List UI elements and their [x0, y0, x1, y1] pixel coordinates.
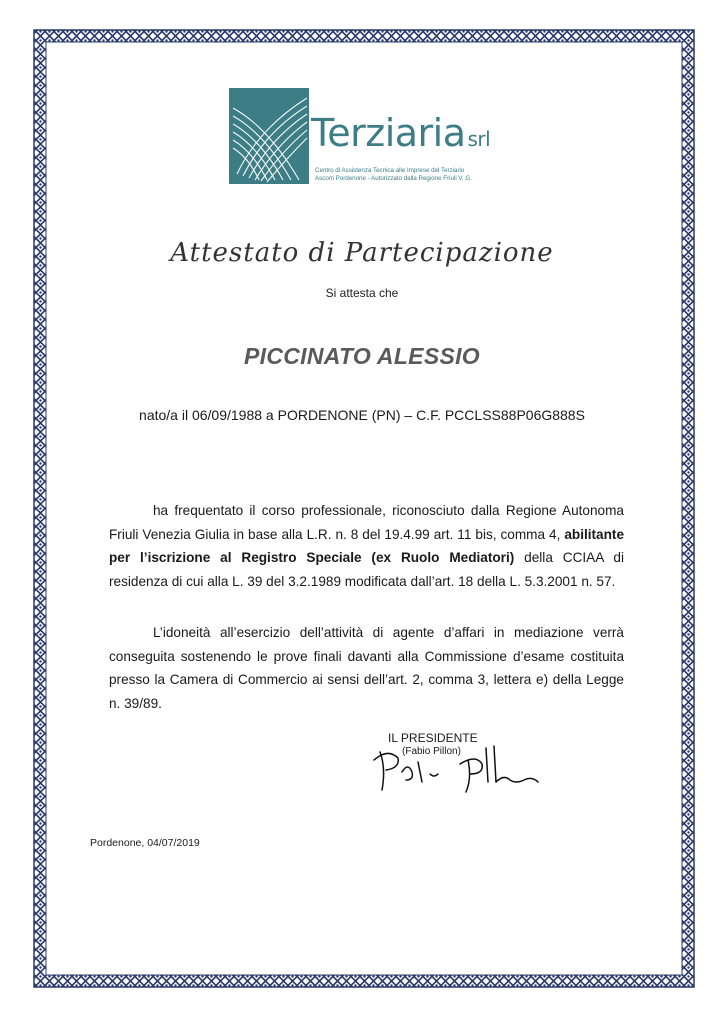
terziaria-mesh-icon [229, 88, 309, 184]
signatory-name: (Fabio Pillon) [402, 746, 461, 757]
certificate-title: Attestato di Partecipazione [170, 238, 554, 268]
birth-details: nato/a il 06/09/1988 a PORDENONE (PN) – C.F. PCCLSS88P06G888S [139, 407, 585, 423]
intro-text: Si attesta che [325, 286, 399, 300]
course-paragraph [109, 499, 624, 593]
handwritten-signature [368, 738, 548, 798]
recipient-name: PICCINATO ALESSIO [244, 343, 480, 369]
logo-wordmark [311, 111, 491, 155]
course-text-start: ha frequentato il corso professionale, riconosciuto dalla Regione Autonoma Friuli Venezia Giulia in base alla L.R. n. 8 del 19.4.99 art. 11 bis, comma 4, [109, 503, 624, 542]
terziaria-logo [229, 88, 494, 184]
exam-text: L’idoneità all’esercizio dell’attività di agente d’affari in mediazione verrà conseguita sostenendo le prove finali davanti alla Commissione d’esame costituita presso la Camera di Commercio ai sensi dell’art. 2, comma 3, lettera e) della Legge n. 39/89. [109, 625, 624, 711]
logo-tagline [315, 167, 472, 183]
exam-paragraph [109, 621, 624, 715]
logo-tagline-2: Ascom Pordenone - Autorizzato dalla Regione Friuli V. G. [315, 175, 472, 182]
logo-suffix: srl [467, 127, 491, 151]
course-text-end: della CCIAA di residenza di cui alla L. 39 del 3.2.1989 modificata dall’art. 18 della L. 5.3.2001 n. 57. [109, 550, 624, 589]
logo-tagline-1: Centro di Assistenza Tecnica alle Imprese del Terziario [315, 167, 465, 174]
place-and-date: Pordenone, 04/07/2019 [90, 837, 200, 849]
signatory-role: IL PRESIDENTE [388, 731, 478, 745]
course-text-bold: abilitante per l’iscrizione al Registro Speciale (ex Ruolo Mediatori) [109, 526, 624, 565]
logo-brand: Terziaria [311, 111, 466, 155]
